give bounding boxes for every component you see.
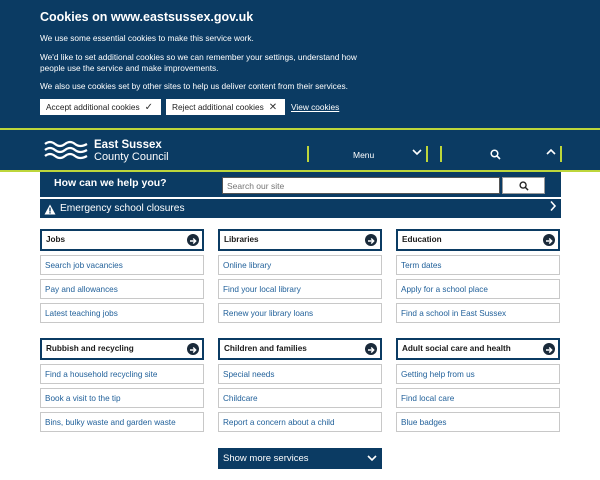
search-button[interactable]	[502, 177, 545, 194]
arrow-right-icon	[543, 234, 555, 246]
service-link-label[interactable]: Pay and allowances	[45, 285, 118, 294]
header-divider	[560, 146, 562, 162]
service-link[interactable]	[218, 364, 382, 384]
service-link[interactable]	[40, 255, 204, 275]
chevron-down-icon	[366, 451, 378, 469]
service-card-jobs[interactable]	[40, 229, 204, 251]
service-title: Rubbish and recycling	[46, 344, 134, 353]
cookie-title: Cookies on www.eastsussex.gov.uk	[40, 10, 254, 24]
service-link[interactable]	[40, 279, 204, 299]
service-title: Jobs	[46, 235, 66, 244]
arrow-right-icon	[365, 343, 377, 355]
chevron-right-icon[interactable]	[548, 200, 558, 215]
service-link-label[interactable]: Find local care	[401, 394, 455, 403]
cookie-banner	[0, 0, 600, 128]
service-title: Libraries	[224, 235, 259, 244]
header-divider	[307, 146, 309, 162]
service-title: Education	[402, 235, 442, 244]
show-more-services-button[interactable]	[218, 448, 382, 469]
service-link-label[interactable]: Find a school in East Sussex	[401, 309, 507, 318]
service-link[interactable]	[396, 279, 560, 299]
arrow-right-icon	[365, 234, 377, 246]
cookie-text-additional: We'd like to set additional cookies so we can remember your settings, understand how people use the service and make improvements.	[40, 52, 357, 73]
header-divider	[426, 146, 428, 162]
service-card-adult-care[interactable]	[396, 338, 560, 360]
search-input[interactable]	[222, 177, 500, 194]
service-link[interactable]	[218, 412, 382, 432]
service-card-libraries[interactable]	[218, 229, 382, 251]
waves-logo-icon	[44, 140, 88, 162]
service-link-label[interactable]: Renew your library loans	[223, 309, 314, 318]
cookie-text-essential: We use some essential cookies to make this service work.	[40, 33, 254, 43]
service-link[interactable]	[218, 255, 382, 275]
service-link-label[interactable]: Bins, bulky waste and garden waste	[45, 418, 176, 427]
service-link-label[interactable]: Apply for a school place	[401, 285, 488, 294]
service-card-education[interactable]	[396, 229, 560, 251]
view-cookies-link[interactable]: View cookies	[291, 102, 340, 112]
service-link-label[interactable]: Term dates	[401, 261, 442, 270]
service-link-label[interactable]: Getting help from us	[401, 370, 475, 379]
arrow-right-icon	[543, 343, 555, 355]
service-link[interactable]	[396, 364, 560, 384]
arrow-right-icon	[187, 343, 199, 355]
logo-line-1: East Sussex	[94, 139, 162, 151]
service-link[interactable]	[396, 255, 560, 275]
alert-label[interactable]: Emergency school closures	[60, 203, 185, 214]
service-link[interactable]	[396, 412, 560, 432]
header-divider	[440, 146, 442, 162]
reject-cookies-label: Reject additional cookies	[172, 102, 264, 112]
site-logo[interactable]	[44, 139, 169, 163]
service-link-label[interactable]: Report a concern about a child	[223, 418, 335, 427]
service-link-label[interactable]: Latest teaching jobs	[45, 309, 118, 318]
accept-cookies-label: Accept additional cookies	[46, 102, 140, 112]
reject-cookies-button[interactable]	[166, 99, 285, 115]
service-link-label[interactable]: Find a household recycling site	[45, 370, 158, 379]
service-link-label[interactable]: Blue badges	[401, 418, 447, 427]
service-link-label[interactable]: Book a visit to the tip	[45, 394, 121, 403]
chevron-up-icon[interactable]	[546, 147, 556, 160]
show-more-label: Show more services	[223, 453, 309, 464]
service-card-children[interactable]	[218, 338, 382, 360]
menu-button-label[interactable]: Menu	[353, 150, 375, 160]
service-link-label[interactable]: Online library	[223, 261, 272, 270]
service-link[interactable]	[40, 303, 204, 323]
check-icon: ✓	[144, 101, 154, 113]
logo-line-2: County Council	[94, 151, 169, 163]
service-link-label[interactable]: Search job vacancies	[45, 261, 123, 270]
service-card-rubbish[interactable]	[40, 338, 204, 360]
service-link-label[interactable]: Childcare	[223, 394, 258, 403]
search-icon	[519, 181, 529, 191]
help-heading: How can we help you?	[54, 177, 167, 189]
accept-cookies-button[interactable]	[40, 99, 161, 115]
close-icon: ✕	[268, 101, 278, 113]
service-title: Adult social care and health	[402, 344, 511, 353]
warning-icon	[44, 202, 56, 220]
service-link-label[interactable]: Special needs	[223, 370, 275, 379]
service-link-label[interactable]: Find your local library	[223, 285, 301, 294]
service-title: Children and families	[224, 344, 307, 353]
service-link[interactable]	[40, 364, 204, 384]
service-link[interactable]	[396, 388, 560, 408]
service-link[interactable]	[40, 412, 204, 432]
service-link[interactable]	[218, 279, 382, 299]
service-link[interactable]	[40, 388, 204, 408]
service-link[interactable]	[218, 388, 382, 408]
service-link[interactable]	[396, 303, 560, 323]
arrow-right-icon	[187, 234, 199, 246]
search-icon[interactable]	[490, 147, 501, 165]
cookie-text-third-party: We also use cookies set by other sites to help us deliver content from their services.	[40, 81, 348, 91]
chevron-down-icon[interactable]	[412, 147, 422, 160]
service-link[interactable]	[218, 303, 382, 323]
